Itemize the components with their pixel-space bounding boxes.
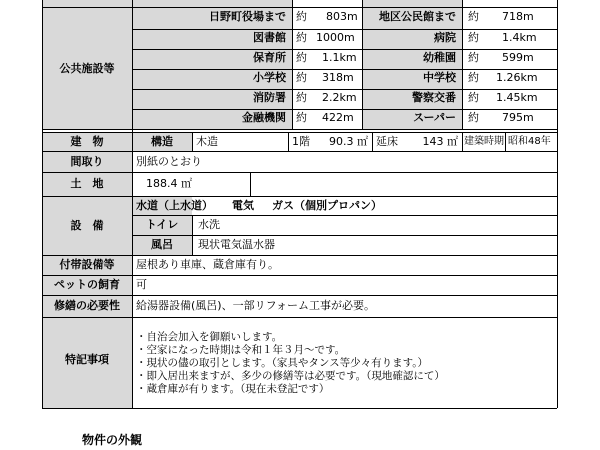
toilet-value: 水洗 <box>198 218 220 231</box>
bath-label: 風呂 <box>151 238 173 251</box>
facility-name: 保育所 <box>253 51 286 64</box>
facility-distance: 1.45km <box>496 91 538 104</box>
facility-distance: 1.1km <box>322 51 357 64</box>
facility-prefix: 約 <box>468 111 479 124</box>
water-value: 水道（上水道） <box>136 199 213 212</box>
notes-label: 特記事項 <box>65 353 109 366</box>
facility-prefix: 約 <box>296 71 307 84</box>
facility-name: 金融機関 <box>242 111 286 124</box>
accessories-label: 付帯設備等 <box>59 258 115 271</box>
facility-distance: 718m <box>502 10 534 23</box>
build-period-label: 建築時期 <box>464 136 504 147</box>
accessories-value: 屋根あり車庫、蔵倉庫有り。 <box>136 258 279 271</box>
facility-name: 地区公民館まで <box>379 10 456 23</box>
facility-distance: 2.2km <box>322 91 357 104</box>
gas-value: ガス（個別プロパン） <box>272 199 382 212</box>
facility-prefix: 約 <box>468 51 479 64</box>
facility-distance: 1.26km <box>496 71 538 84</box>
facility-prefix: 約 <box>296 111 307 124</box>
facility-name: 中学校 <box>423 71 456 84</box>
facility-distance: 599m <box>502 51 534 64</box>
equipment-label: 設 備 <box>70 219 104 232</box>
facility-name: 病院 <box>434 31 456 44</box>
land-label: 土 地 <box>70 177 104 190</box>
facility-name: 日野町役場まで <box>209 10 286 23</box>
facility-prefix: 約 <box>296 31 307 44</box>
facility-prefix: 約 <box>468 10 479 23</box>
structure-label: 構造 <box>151 135 173 148</box>
facility-distance: 795m <box>502 111 534 124</box>
build-period-value: 昭和48年 <box>508 136 551 147</box>
floors-value: 1階 <box>292 135 310 148</box>
note-line: ・現状の儘の取引とします。（家具やタンス等少々有ります。） <box>136 357 429 369</box>
facilities-heading: 公共施設等 <box>59 62 115 75</box>
facility-prefix: 約 <box>296 91 307 104</box>
facility-prefix: 約 <box>468 71 479 84</box>
facility-distance: 803m <box>326 10 358 23</box>
facility-distance: 1.4km <box>502 31 537 44</box>
building-label: 建 物 <box>70 135 104 148</box>
note-line: ・自治会加入を御願いします。 <box>136 331 283 343</box>
facility-distance: 318m <box>322 71 354 84</box>
facility-name: 図書館 <box>253 31 286 44</box>
note-line: ・即入居出来ますが、多少の修繕等は必要です。（現地確認にて） <box>136 370 445 382</box>
facility-name: 小学校 <box>253 71 286 84</box>
facility-prefix: 約 <box>296 10 307 23</box>
facility-name: 警察交番 <box>412 91 456 104</box>
repair-value: 給湯器設備(風呂)、一部リフォーム工事が必要。 <box>136 299 376 312</box>
facility-prefix: 約 <box>296 51 307 64</box>
facility-prefix: 約 <box>468 91 479 104</box>
floor-area-value: 90.3 ㎡ <box>329 135 368 148</box>
facility-name: 消防署 <box>253 91 286 104</box>
layout-label: 間取り <box>70 155 104 168</box>
facility-distance: 422m <box>322 111 354 124</box>
facility-prefix: 約 <box>468 31 479 44</box>
total-area-label: 延床 <box>376 135 398 148</box>
note-line: ・蔵倉庫が有ります。（現在未登記です） <box>136 383 330 395</box>
facility-name: 幼稚園 <box>423 51 456 64</box>
land-value: 188.4 ㎡ <box>146 177 192 190</box>
total-area-value: 143 ㎡ <box>422 135 458 148</box>
structure-value: 木造 <box>196 135 218 148</box>
note-line: ・空家になった時期は令和１年３月〜です。 <box>136 344 346 356</box>
pets-label: ペットの飼育 <box>54 278 120 291</box>
facility-name: スーパー <box>413 111 456 124</box>
exterior-heading: 物件の外観 <box>82 433 143 447</box>
repair-label: 修繕の必要性 <box>54 299 120 312</box>
layout-value: 別紙のとおり <box>136 155 202 168</box>
bath-value: 現状電気温水器 <box>198 238 275 251</box>
facility-distance: 1000m <box>316 31 355 44</box>
electric-value: 電気 <box>232 199 254 212</box>
pets-value: 可 <box>136 278 147 291</box>
toilet-label: トイレ <box>145 218 179 231</box>
